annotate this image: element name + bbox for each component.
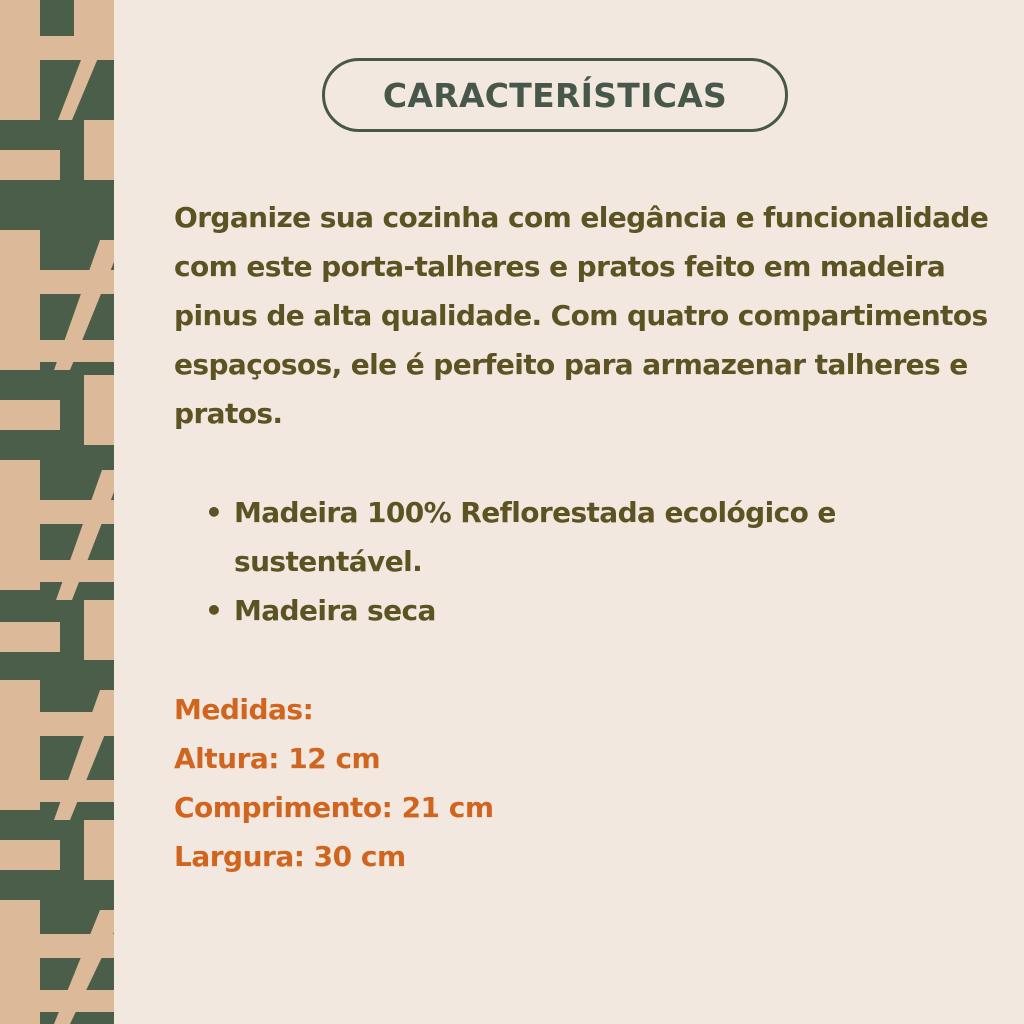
product-description xyxy=(174,193,994,881)
intro-paragraph: Organize sua cozinha com elegância e funcionalidade com este porta-talheres e pratos feito em madeira pinus de alta qualidade. Com quatro compartimentos espaçosos, ele é perfeito para armazenar talheres e pratos. xyxy=(174,201,989,430)
feature-text: Madeira seca xyxy=(234,594,436,627)
features-list xyxy=(174,488,994,635)
list-item xyxy=(205,488,994,586)
feature-text: Madeira 100% Reflorestada ecológico e sustentável. xyxy=(234,496,836,578)
measure-length: Comprimento: 21 cm xyxy=(174,791,494,824)
title-pill xyxy=(322,58,788,132)
bullet-icon: • xyxy=(205,496,223,529)
measures-section xyxy=(174,685,994,881)
page-title: CARACTERÍSTICAS xyxy=(382,75,728,115)
bullet-icon: • xyxy=(205,594,223,627)
list-item xyxy=(205,586,994,635)
measure-height: Altura: 12 cm xyxy=(174,742,381,775)
measures-heading: Medidas: xyxy=(174,693,314,726)
measure-width: Largura: 30 cm xyxy=(174,840,406,873)
decorative-side-pattern xyxy=(0,0,114,1024)
